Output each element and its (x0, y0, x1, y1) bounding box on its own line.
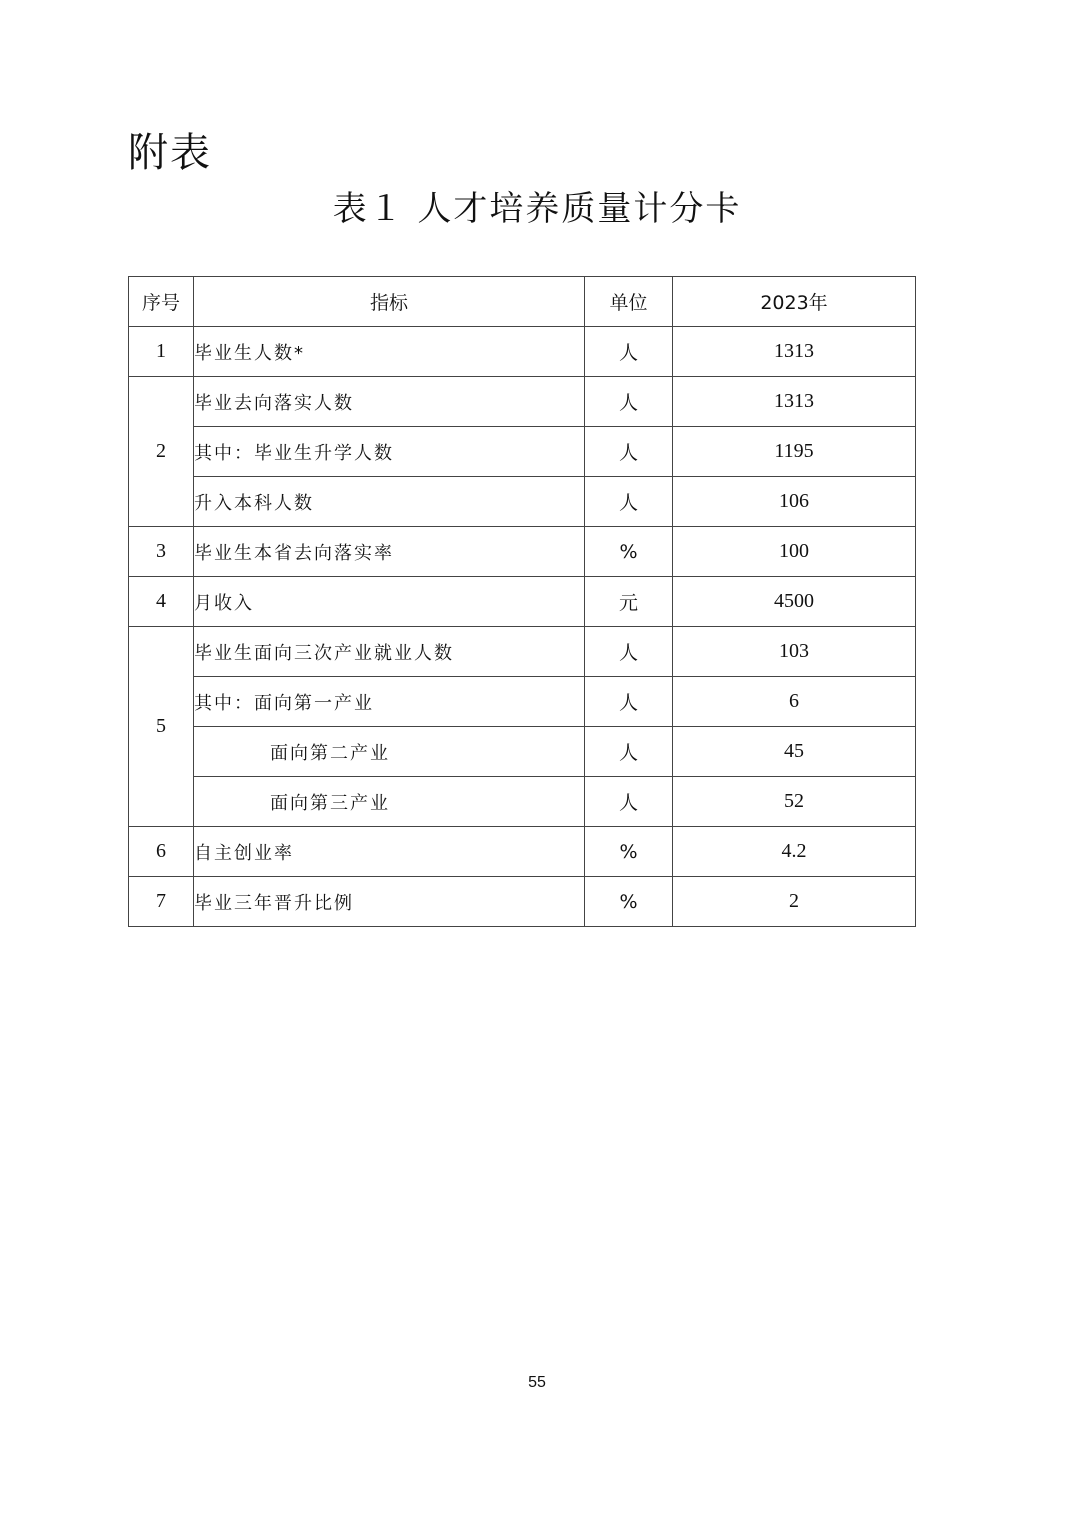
row-unit: 人 (585, 327, 673, 377)
row-unit: % (585, 877, 673, 927)
row-value: 6 (673, 677, 916, 727)
page-number: 55 (528, 1374, 546, 1391)
row-unit: 人 (585, 377, 673, 427)
row-indicator: 升入本科人数 (194, 477, 585, 527)
row-indicator: 其中：面向第一产业 (194, 677, 585, 727)
row-indicator: 自主创业率 (194, 827, 585, 877)
table-row (129, 577, 916, 627)
table-row (129, 777, 916, 827)
row-value: 100 (673, 527, 916, 577)
table-row (129, 677, 916, 727)
row-seq: 2 (129, 377, 194, 527)
table-row (129, 377, 916, 427)
header-year: 2023年 (673, 277, 916, 327)
row-value: 1195 (673, 427, 916, 477)
row-seq: 7 (129, 877, 194, 927)
row-indicator: 毕业生本省去向落实率 (194, 527, 585, 577)
row-unit: % (585, 827, 673, 877)
row-value: 52 (673, 777, 916, 827)
row-unit: 元 (585, 577, 673, 627)
row-seq: 3 (129, 527, 194, 577)
row-indicator: 其中：毕业生升学人数 (194, 427, 585, 477)
row-value: 2 (673, 877, 916, 927)
row-indicator: 毕业生人数* (194, 327, 585, 377)
row-value: 103 (673, 627, 916, 677)
row-unit: 人 (585, 727, 673, 777)
row-seq: 1 (129, 327, 194, 377)
table-row (129, 327, 916, 377)
row-unit: 人 (585, 627, 673, 677)
row-unit: 人 (585, 677, 673, 727)
header-indicator: 指标 (194, 277, 585, 327)
table-row (129, 427, 916, 477)
table-row (129, 827, 916, 877)
row-indicator: 面向第二产业 (194, 727, 585, 777)
table-row (129, 627, 916, 677)
row-indicator: 月收入 (194, 577, 585, 627)
table-row (129, 527, 916, 577)
row-value: 1313 (673, 327, 916, 377)
row-seq: 5 (129, 627, 194, 827)
table-row (129, 727, 916, 777)
row-value: 4.2 (673, 827, 916, 877)
row-indicator: 面向第三产业 (194, 777, 585, 827)
row-value: 45 (673, 727, 916, 777)
table-row (129, 877, 916, 927)
row-unit: 人 (585, 477, 673, 527)
appendix-heading: 附表 (128, 130, 212, 176)
talent-training-scorecard-table (128, 276, 916, 927)
row-value: 106 (673, 477, 916, 527)
header-unit: 单位 (585, 277, 673, 327)
table-header-row (129, 277, 916, 327)
row-seq: 4 (129, 577, 194, 627)
table-row (129, 477, 916, 527)
header-seq: 序号 (129, 277, 194, 327)
row-unit: 人 (585, 777, 673, 827)
row-seq: 6 (129, 827, 194, 877)
row-unit: % (585, 527, 673, 577)
row-unit: 人 (585, 427, 673, 477)
row-value: 1313 (673, 377, 916, 427)
row-indicator: 毕业生面向三次产业就业人数 (194, 627, 585, 677)
row-value: 4500 (673, 577, 916, 627)
row-indicator: 毕业三年晋升比例 (194, 877, 585, 927)
row-indicator: 毕业去向落实人数 (194, 377, 585, 427)
table-title: 表１ 人才培养质量计分卡 (332, 189, 742, 229)
